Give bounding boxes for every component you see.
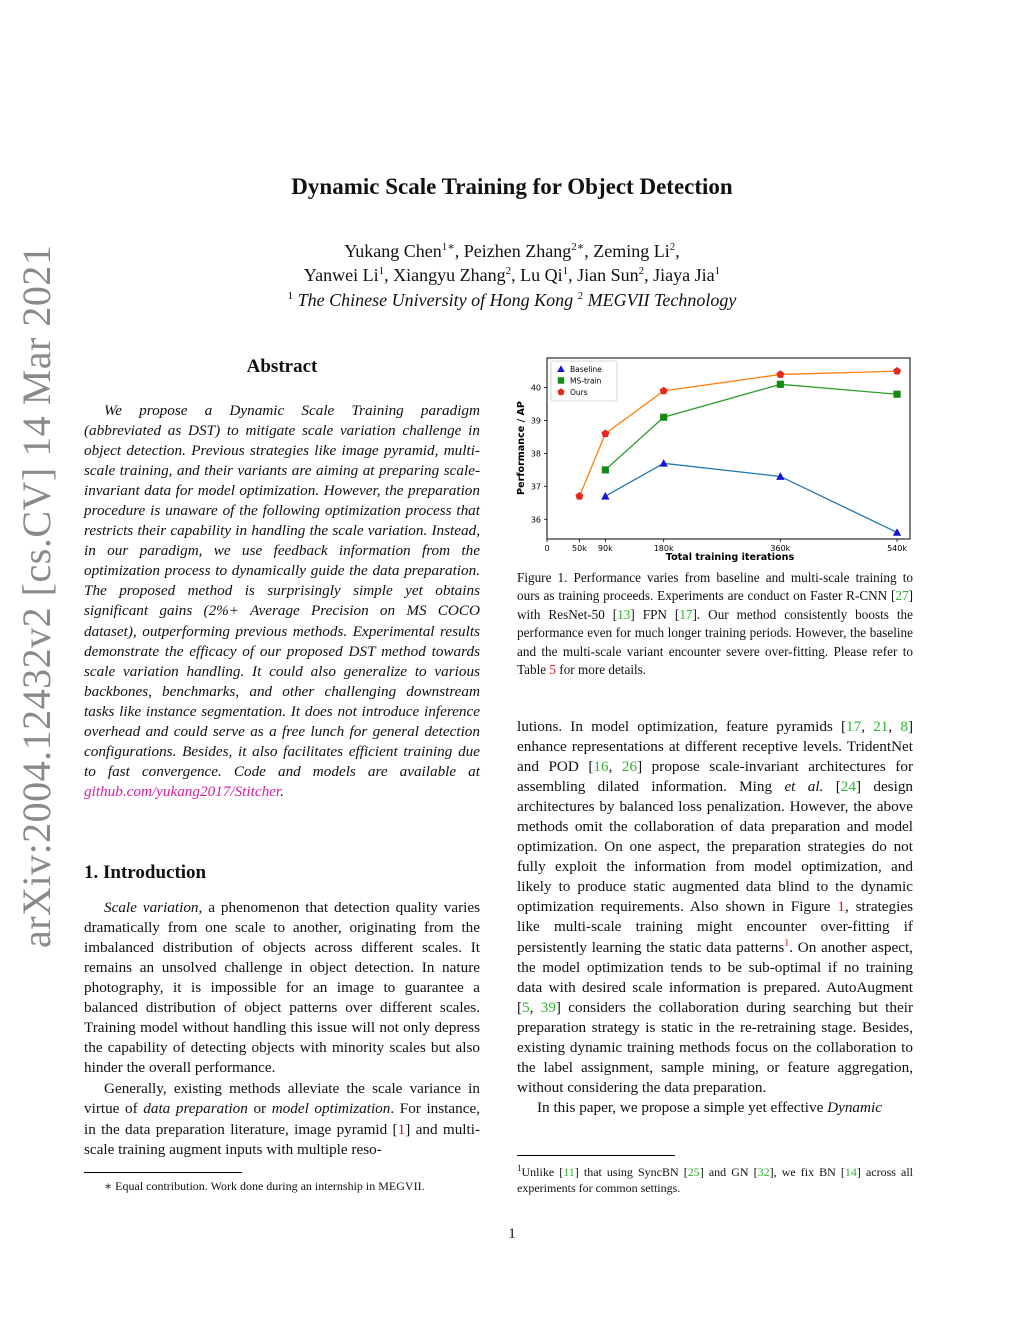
legend-label: Baseline [570,365,602,374]
author-affiliation-mark: 2 [669,241,676,253]
ours-point [575,492,583,500]
citation-link[interactable]: 1 [397,1120,406,1138]
ms-train-point [602,466,609,473]
author-affiliation-mark: 1∗ [441,241,455,253]
citation-link[interactable]: 21 [873,718,889,735]
ours-point [776,370,784,378]
footnote-divider [84,1172,242,1173]
caption-text: Figure 1. Performance varies from baseline and multi-scale training to ours as training proceeds. Experiments are conduct on Faster R-CNN [ [517,570,913,604]
x-tick-label: 540k [887,544,907,553]
citation-link[interactable]: 5 [522,998,530,1016]
ms-train-point [660,414,667,421]
x-tick-label: 360k [770,544,791,553]
footnote-text: Unlike [ [521,1165,564,1179]
ours-point [601,429,609,437]
body-text: ] enhance representations at different receptive levels. TridentNet and POD [ [517,718,914,776]
legend-label: Ours [570,388,588,397]
right-paragraph-2 [517,1098,913,1118]
author-name: Yukang Chen [344,241,442,261]
footnote-divider [517,1155,675,1156]
introduction-body [84,898,480,1160]
y-axis-label: Performance / AP [516,401,527,495]
affiliation-mark: 2 [577,290,584,302]
citation-link[interactable]: 26 [621,758,638,776]
citation-link[interactable]: 8 [900,718,908,735]
citation-link[interactable]: 14 [844,1165,857,1179]
page-number: 1 [508,1226,516,1242]
intro-paragraph-1 [84,898,480,1078]
author-name: Jiaya Jia [653,265,715,285]
intro-emphasis: Scale variation [104,899,199,916]
baseline-line [605,463,897,532]
footnote-link[interactable]: 1 [784,937,790,949]
caption-text: ] with ResNet-50 [ [517,588,913,622]
intro-text: . For instance, in the data preparation literature, image pyramid [ [84,1100,480,1138]
abstract-end: . [280,782,284,800]
body-text: ] design architectures by balanced loss penalization. However, the above methods omit the collaboration of data preparation and model optimization. On one aspect, the preparation strategies do not fully exploit the information from model optimization, and likely to produce static augmented data blind to the dynamic optimization requirements. Also shown in Figure [517,778,914,916]
footnote-equal-contribution: ∗ Equal contribution. Work done during an internship in MEGVII. [104,1179,425,1193]
intro-emphasis: model optimization [271,1100,391,1118]
caption-text: ] FPN [ [630,606,680,622]
chart-legend [551,361,617,401]
intro-text: Generally, existing methods alleviate the scale variance in virtue of [84,1080,480,1118]
body-text: [ [823,778,841,796]
author-affiliation-mark: 2 [505,265,512,277]
body-text: ] propose scale-invariant architectures for assembling dilated information. Ming [517,758,913,796]
baseline-point [601,492,609,500]
affiliations [0,288,1024,312]
footnote-1 [517,1160,913,1196]
author-affiliation-mark: 1 [562,265,569,277]
citation-link[interactable]: 27 [895,588,909,604]
ms-train-point [777,381,784,388]
x-axis [544,539,907,553]
abstract-text: We propose a Dynamic Scale Training paradigm (abbreviated as DST) to mitigate scale variation challenge in object detection. Previous strategies like image pyramid, multi-scale training, and their variants are aiming at preparing scale-invariant data for model optimization. However, the preparation procedure is unaware of the following optimization process that restricts their capability in handling the scale variation. Instead, in our paradigm, we use feedback information from the optimization process to dynamically guide the data preparation. The proposed method is surprisingly simple yet obtains significant gains (2%+ Average Precision on MS COCO dataset), outperforming previous methods. Experimental results demonstrate the efficacy of our proposed DST method towards scale variation handling. It could also generalize to various backbones, benchmarks, and other challenging downstream tasks like instance segmentation. It does not introduce inference overhead and could serve as a free lunch for general detection configurations. Besides, it also facilitates efficient training due to fast convergence. Code and models are available at [84,402,480,780]
author-name: Xiangyu Zhang [393,265,506,285]
y-axis [531,384,547,525]
x-axis-label: Total training iterations [665,552,795,563]
intro-emphasis: data preparation [143,1100,248,1118]
author-name: Lu Qi [520,265,563,285]
body-emphasis: Dynamic [827,1098,882,1116]
paper-title: Dynamic Scale Training for Object Detection [291,174,733,199]
ms-train-line [605,384,897,470]
author-name: Yanwei Li [303,265,379,285]
right-paragraph-1 [517,717,913,1098]
citation-link[interactable]: 13 [617,606,631,622]
x-tick-label: 50k [572,544,587,553]
citation-link[interactable]: 17 [846,718,862,735]
x-tick-label: 180k [653,544,674,553]
footnote-text: ], we fix BN [ [769,1165,845,1179]
introduction-heading: 1. Introduction [84,862,207,883]
figure-1-caption [517,569,913,679]
baseline-point [659,459,667,467]
body-text: ] considers the collaboration during searching but their preparation strategy is static in the re-retraining stage. Besides, existing dynamic training methods focus on the collaboration to the label assignment, sample mining, or feature aggregation, without considering the data preparation. [517,998,914,1096]
right-column-body [517,717,913,1118]
citation-link[interactable]: 17 [679,606,693,622]
author-name: Peizhen Zhang [463,241,572,261]
author-affiliation-mark: 1 [378,265,385,277]
author-line-2: Yanwei Li$^1$, Xiangyu Zhang$^2$, Lu Qi$^1$, Jian Sun$^2$, Jiaya Jia$^1$ [303,265,721,285]
intro-text: , a phenomenon that detection quality varies dramatically from one scale to another, originating from the imbalanced distribution of objects across different scales. It remains an unsolved challenge in object detection. In nature photography, it is impossible for an image to guarantee a balanced distribution of object patterns over different scales. Training model without handling this issue will not only depress the capability of detecting objects with minority scales but also hinder the overall performance. [84,899,480,1077]
y-tick-label: 40 [530,383,541,393]
intro-text: ] and multi-scale training augment inputs with multiple reso- [84,1120,480,1158]
author-name: Zeming Li [593,241,670,261]
performance-chart [512,350,912,568]
caption-text: ]. Our method consistently boosts the performance even for much longer training periods. However, the baseline and the multi-scale variant encounter severe over-fitting. Please refer to Table [517,606,913,678]
intro-paragraph-2 [84,1079,480,1159]
body-text: , [861,718,874,735]
citation-link[interactable]: 16 [593,758,609,776]
footnote-mark: 1 [517,1163,522,1173]
legend-label: MS-train [570,376,602,386]
author-affiliation-mark: 1 [714,265,721,277]
intro-text: or [247,1100,272,1118]
citation-link[interactable]: 32 [757,1165,770,1179]
code-link[interactable]: github.com/yukang2017/Stitcher [84,782,281,800]
y-tick-label: 39 [530,416,541,426]
x-tick-label: 0 [544,544,550,553]
figure-link[interactable]: 1 [837,898,845,916]
y-tick-label: 36 [530,515,541,525]
citation-link[interactable]: 24 [840,778,856,796]
footnote-text: ] that using SyncBN [ [574,1165,688,1179]
abstract-body [84,401,480,802]
footnote-text: ] and GN [ [699,1165,758,1179]
body-emphasis: et al. [784,778,824,796]
ms-train-point [893,391,900,398]
author-name: Jian Sun [577,265,639,285]
affiliation-name: The Chinese University of Hong Kong [297,290,574,310]
author-affiliation-mark: 2∗ [571,241,585,253]
ours-point [893,367,901,375]
citation-link[interactable]: 39 [540,998,556,1016]
arxiv-identifier: arXiv:2004.12432v2 [cs.CV] 14 Mar 2021 [14,244,59,948]
body-text: , [888,718,901,735]
body-text: , [608,758,622,776]
baseline-point [893,528,901,536]
body-text: , strategies like multi-scale training might encounter over-fitting if persistently learning the static data patterns [517,898,914,956]
affiliation-mark: 1 [287,290,294,302]
body-text: In this paper, we propose a simple yet effective [537,1098,828,1116]
series-lines [579,371,897,532]
ms-train-point [558,377,564,383]
y-tick-label: 37 [530,482,541,492]
author-line-1: Yukang Chen$^{1∗}$, Peizhen Zhang$^{2∗}$, Zeming Li$^2$, [344,241,680,261]
affiliation-name: MEGVII Technology [587,290,737,310]
y-tick-label: 38 [530,449,541,459]
citation-link[interactable]: 25 [687,1165,700,1179]
body-text: lutions. In model optimization, feature pyramids [ [517,718,847,735]
table-link[interactable]: 5 [549,662,556,678]
body-text: . On another aspect, the model optimization tends to be sub-optimal if no training data with desired scale information is prepared. AutoAugment [ [517,938,913,1016]
footnote-text: ] across all experiments for common settings. [517,1165,914,1195]
body-text: , [529,998,541,1016]
caption-text: for more details. [556,662,647,678]
citation-link[interactable]: 11 [563,1165,575,1179]
author-affiliation-mark: 2 [638,265,645,277]
x-tick-label: 90k [597,544,613,553]
ours-point [660,387,668,395]
abstract-heading: Abstract [246,356,318,377]
